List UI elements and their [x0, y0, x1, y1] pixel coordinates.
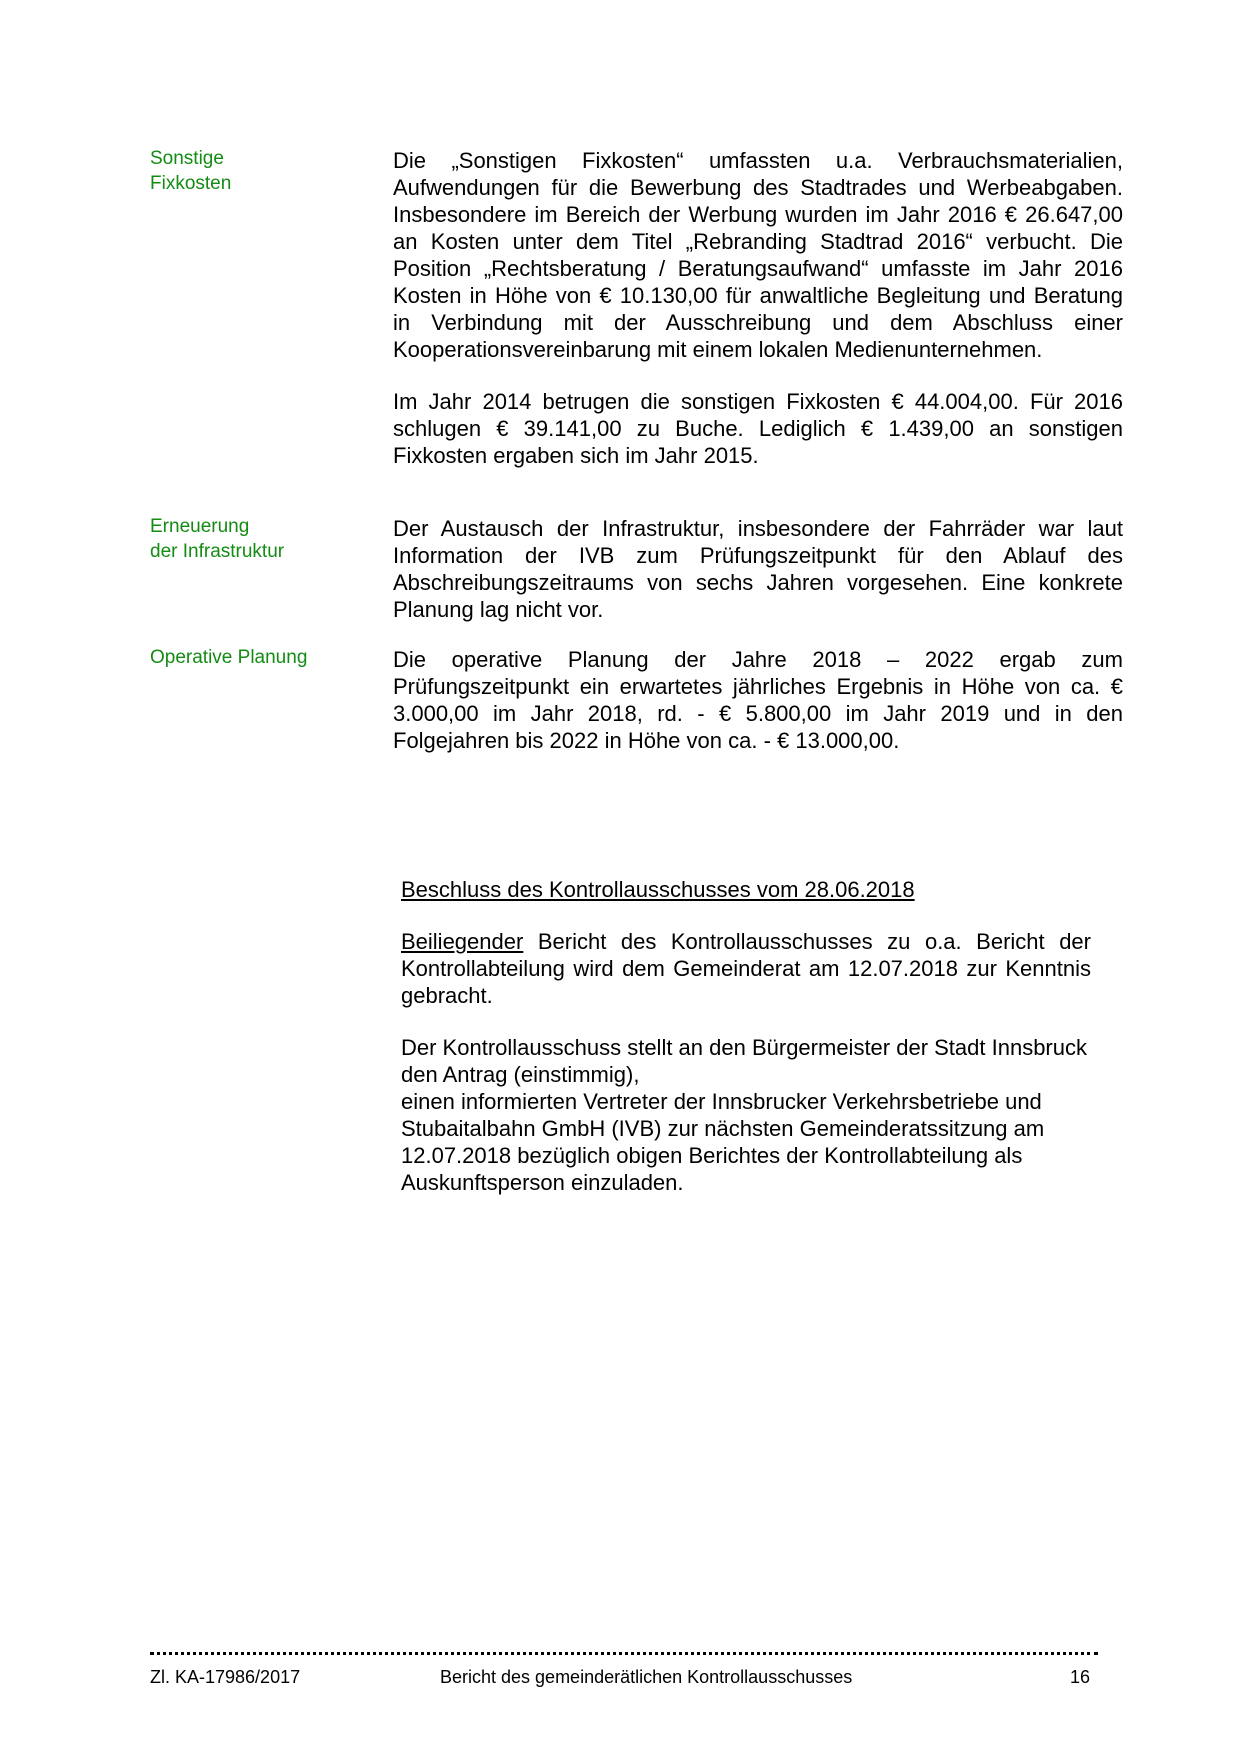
- section-erneuerung-infrastruktur: [393, 515, 1123, 623]
- section-sonstige-fixkosten: [393, 147, 1123, 469]
- section-operative-planung: [393, 646, 1123, 754]
- decision-heading: Beschluss des Kontrollausschusses vom 28.06.2018: [401, 877, 915, 902]
- margin-label-operative-planung: [150, 645, 370, 670]
- paragraph: Die „Sonstigen Fixkosten“ umfassten u.a. Verbrauchsmaterialien, Aufwendungen für die Bewerbung des Stadtrades und Werbeabgaben. Insbesondere im Bereich der Werbung wurden im Jahr 2016 € 26.647,00 an Kosten unter dem Titel „Rebranding Stadtrad 2016“ verbucht. Die Position „Rechtsberatung / Beratungsaufwand“ umfasste im Jahr 2016 Kosten in Höhe von € 10.130,00 für anwaltliche Begleitung und Beratung in Verbindung mit der Ausschreibung und dem Abschluss einer Kooperationsvereinbarung mit einem lokalen Medienunternehmen.: [393, 148, 1123, 362]
- decision-block: [401, 876, 1101, 1196]
- footer-divider: [150, 1652, 1098, 1655]
- page-number: 16: [1069, 1667, 1090, 1687]
- paragraph-line: Der Kontrollausschuss stellt an den Bürgermeister der Stadt Innsbruck den Antrag (einstimmig),: [401, 1035, 1087, 1087]
- paragraph-line: einen informierten Vertreter der Innsbrucker Verkehrsbetriebe und Stubaitalbahn GmbH (IVB) zur nächsten Gemeinderatssitzung am 12.07.2018 bezüglich obigen Berichtes der Kontrollabteilung als Auskunftsperson einzuladen.: [401, 1089, 1045, 1195]
- margin-label-line: Sonstige: [150, 148, 224, 169]
- footer-title: Bericht des gemeinderätlichen Kontrollausschusses: [440, 1667, 853, 1687]
- decision-paragraph-1: [401, 928, 1091, 1009]
- paragraph-text: Bericht des Kontrollausschusses zu o.a. Bericht der Kontrollabteilung wird dem Gemeinderat am 12.07.2018 zur Kenntnis gebracht.: [401, 929, 1091, 1008]
- paragraph: Der Austausch der Infrastruktur, insbesondere der Fahrräder war laut Information der IVB zum Prüfungszeitpunkt für den Ablauf des Abschreibungszeitraums von sechs Jahren vorgesehen. Eine konkrete Planung lag nicht vor.: [393, 516, 1123, 622]
- paragraph: Im Jahr 2014 betrugen die sonstigen Fixkosten € 44.004,00. Für 2016 schlugen € 39.141,00 zu Buche. Lediglich € 1.439,00 an sonstigen Fixkosten ergaben sich im Jahr 2015.: [393, 389, 1123, 468]
- margin-label-line: der Infrastruktur: [150, 541, 285, 562]
- paragraph: Die operative Planung der Jahre 2018 – 2022 ergab zum Prüfungszeitpunkt ein erwartetes jährliches Ergebnis in Höhe von ca. € 3.000,00 im Jahr 2018, rd. - € 5.800,00 im Jahr 2019 und in den Folgejahren bis 2022 in Höhe von ca. - € 13.000,00.: [393, 647, 1123, 753]
- margin-label-line: Erneuerung: [150, 516, 250, 537]
- margin-label-sonstige-fixkosten: [150, 146, 370, 196]
- margin-label-line: Fixkosten: [150, 173, 232, 194]
- margin-label-erneuerung-infrastruktur: [150, 514, 370, 564]
- underlined-word: Beiliegender: [401, 929, 524, 954]
- margin-label-line: Operative Planung: [150, 647, 308, 668]
- footer-reference: Zl. KA-17986/2017: [150, 1667, 301, 1687]
- decision-paragraph-2: [401, 1034, 1091, 1196]
